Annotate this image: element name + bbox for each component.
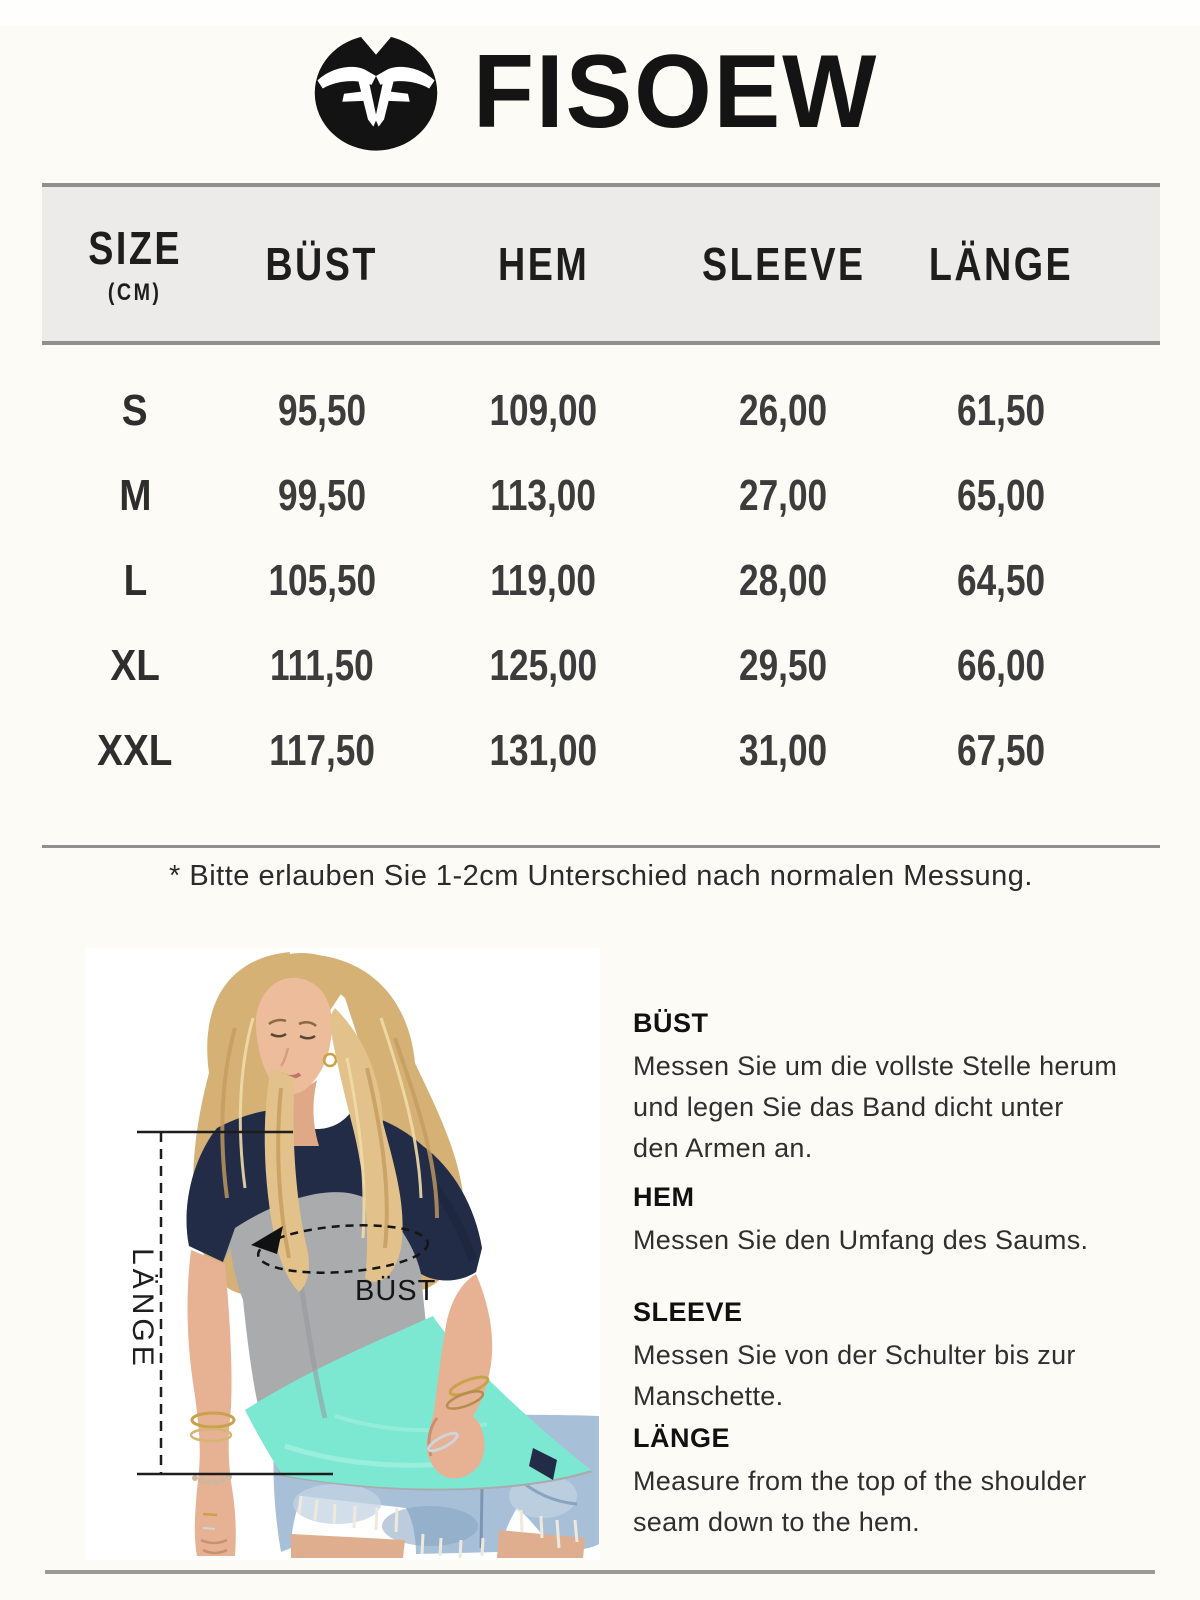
bust-value: 105,50 (268, 555, 376, 605)
row-size-label: L (123, 555, 147, 605)
brand-wordmark: FISOEW (472, 33, 879, 150)
row-size-label: XL (110, 640, 160, 690)
guide-text-line: Measure from the top of the shoulder (633, 1466, 1087, 1496)
table-row (42, 708, 1160, 793)
laenge-value: 67,50 (956, 725, 1046, 775)
guide-text-line: Manschette. (633, 1381, 784, 1411)
hem-value: 113,00 (490, 470, 597, 520)
column-header-laenge: LÄNGE (928, 238, 1074, 290)
guide-title: LÄNGE (633, 1423, 730, 1453)
guide-text-line: Messen Sie den Umfang des Saums. (633, 1225, 1089, 1255)
top-strip (0, 0, 1200, 26)
size-table-body (42, 368, 1160, 793)
guide-item-bust (633, 1008, 1153, 1169)
guide-title: BÜST (633, 1008, 709, 1038)
column-header-bust: BÜST (265, 238, 379, 290)
hem-value: 109,00 (489, 385, 598, 435)
row-size-label: M (118, 470, 152, 520)
sleeve-value: 29,50 (739, 640, 828, 690)
guide-title: HEM (633, 1182, 695, 1212)
bottom-divider (45, 1570, 1155, 1574)
column-header-size (42, 221, 228, 307)
sleeve-value: 31,00 (739, 725, 828, 775)
sleeve-value: 28,00 (739, 555, 828, 605)
column-header-hem: HEM (497, 238, 590, 290)
guide-item-hem (633, 1182, 1153, 1261)
size-header-label: SIZE (88, 222, 182, 274)
bust-value: 117,50 (269, 725, 375, 775)
table-row (42, 538, 1160, 623)
guide-text-line: den Armen an. (633, 1133, 813, 1163)
guide-item-laenge (633, 1423, 1153, 1543)
hem-value: 131,00 (489, 725, 598, 775)
hem-value: 119,00 (490, 555, 597, 605)
size-table-header (42, 183, 1160, 345)
bust-value: 111,50 (270, 640, 374, 690)
note-divider (42, 845, 1160, 848)
laenge-value: 61,50 (956, 385, 1046, 435)
table-row (42, 368, 1160, 453)
table-row (42, 453, 1160, 538)
guide-text-line: und legen Sie das Band dicht unter (633, 1092, 1064, 1122)
column-header-sleeve: SLEEVE (701, 238, 866, 290)
laenge-value: 64,50 (956, 555, 1046, 605)
table-row (42, 623, 1160, 708)
guide-item-sleeve (633, 1297, 1153, 1417)
size-unit-label: (CM) (108, 279, 162, 306)
hem-value: 125,00 (489, 640, 598, 690)
bust-diagram-label: BÜST (355, 1275, 437, 1307)
measurement-diagram (85, 948, 600, 1560)
guide-text-line: Messen Sie um die vollste Stelle herum (633, 1051, 1118, 1081)
laenge-value: 66,00 (956, 640, 1046, 690)
sleeve-value: 27,00 (739, 470, 828, 520)
measurement-note: * Bitte erlauben Sie 1-2cm Unterschied nach normalen Messung. (169, 860, 1033, 892)
guide-title: SLEEVE (633, 1297, 743, 1327)
bust-value: 95,50 (277, 385, 367, 435)
laenge-value: 65,00 (956, 470, 1046, 520)
guide-text-line: seam down to the hem. (633, 1507, 920, 1537)
model-photo-illustration (85, 948, 600, 1560)
fisoew-logo-icon (305, 26, 447, 158)
sleeve-value: 26,00 (739, 385, 828, 435)
bust-value: 99,50 (277, 470, 367, 520)
laenge-diagram-label: LÄNGE (126, 1248, 159, 1370)
brand-header (0, 24, 1200, 160)
row-size-label: S (122, 385, 148, 435)
guide-text-line: Messen Sie von der Schulter bis zur (633, 1340, 1076, 1370)
row-size-label: XXL (97, 725, 173, 775)
